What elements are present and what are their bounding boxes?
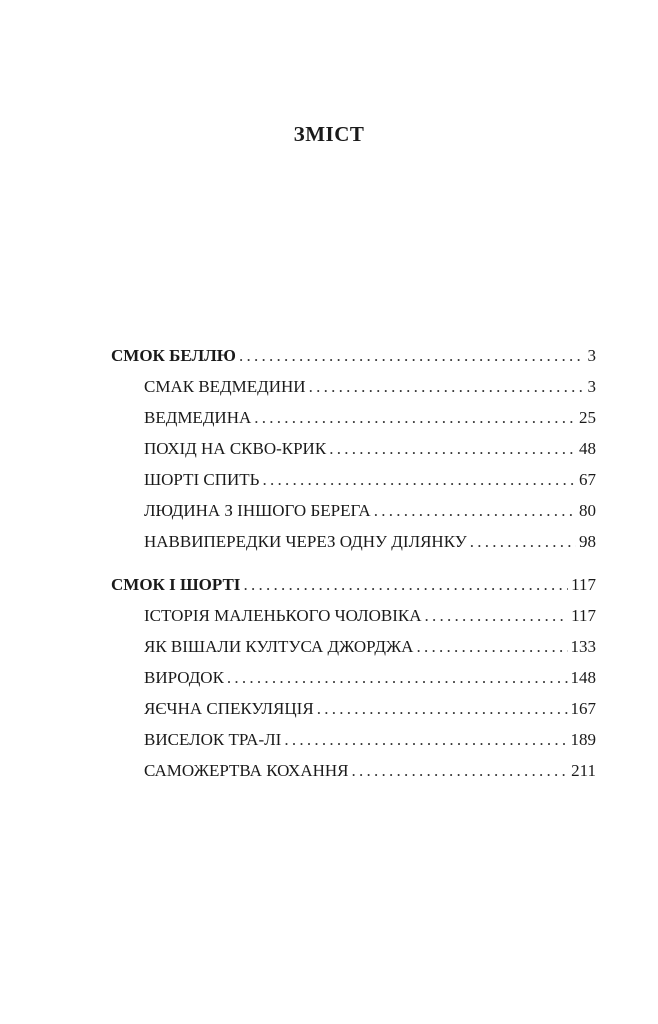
- toc-entry: [111, 526, 596, 557]
- toc-page-number: 117: [571, 606, 596, 625]
- dot-leader: [425, 600, 569, 631]
- dot-leader: [284, 724, 567, 755]
- dot-leader: [374, 495, 576, 526]
- toc-entry-label: ВЕДМЕДИНА: [144, 408, 252, 427]
- toc-page-number: 3: [587, 346, 596, 365]
- toc-entry-label: ЯК ВІШАЛИ КУЛТУСА ДЖОРДЖА: [144, 637, 414, 656]
- dot-leader: [416, 631, 567, 662]
- toc-page-number: 117: [571, 575, 596, 594]
- toc-page-number: 148: [570, 668, 596, 687]
- toc-entry: [111, 662, 596, 693]
- toc-entry-label: СМАК ВЕДМЕДИНИ: [144, 377, 306, 396]
- toc-entry-label: СМОК БЕЛЛЮ: [111, 346, 236, 365]
- toc-entry: [111, 495, 596, 526]
- toc-entry: [111, 402, 596, 433]
- toc-section-heading: [111, 340, 596, 371]
- table-of-contents: [111, 340, 596, 786]
- toc-entry: [111, 433, 596, 464]
- dot-leader: [239, 340, 585, 371]
- toc-entry: [111, 755, 596, 786]
- toc-entry: [111, 631, 596, 662]
- toc-page-number: 189: [570, 730, 596, 749]
- toc-entry-label: ІСТОРІЯ МАЛЕНЬКОГО ЧОЛОВІКА: [144, 606, 422, 625]
- toc-entry: [111, 371, 596, 402]
- dot-leader: [317, 693, 568, 724]
- toc-page-number: 48: [579, 439, 596, 458]
- toc-entry-label: ВИСЕЛОК ТРА-ЛІ: [144, 730, 282, 749]
- dot-leader: [243, 569, 568, 600]
- toc-page-number: 133: [570, 637, 596, 656]
- toc-page-number: 25: [579, 408, 596, 427]
- toc-page-number: 98: [579, 532, 596, 551]
- toc-entry: [111, 693, 596, 724]
- toc-section: [111, 340, 596, 557]
- dot-leader: [329, 433, 576, 464]
- toc-page-number: 80: [579, 501, 596, 520]
- toc-section-heading: [111, 569, 596, 600]
- dot-leader: [309, 371, 585, 402]
- toc-entry-label: САМОЖЕРТВА КОХАННЯ: [144, 761, 349, 780]
- toc-entry: [111, 724, 596, 755]
- page-title: ЗМІСТ: [293, 122, 365, 146]
- toc-entry-label: ВИРОДОК: [144, 668, 224, 687]
- dot-leader: [470, 526, 576, 557]
- toc-section: [111, 569, 596, 786]
- dot-leader: [352, 755, 569, 786]
- toc-page-number: 167: [570, 699, 596, 718]
- toc-entry: [111, 464, 596, 495]
- toc-entry: [111, 600, 596, 631]
- toc-entry-label: ЛЮДИНА З ІНШОГО БЕРЕГА: [144, 501, 371, 520]
- dot-leader: [254, 402, 576, 433]
- toc-entry-label: ПОХІД НА СКВО-КРИК: [144, 439, 327, 458]
- toc-page-number: 211: [571, 761, 596, 780]
- toc-page-number: 67: [579, 470, 596, 489]
- toc-page-number: 3: [587, 377, 596, 396]
- toc-entry-label: ЯЄЧНА СПЕКУЛЯЦІЯ: [144, 699, 314, 718]
- toc-entry-label: НАВВИПЕРЕДКИ ЧЕРЕЗ ОДНУ ДІЛЯНКУ: [144, 532, 467, 551]
- dot-leader: [262, 464, 576, 495]
- toc-entry-label: СМОК І ШОРТІ: [111, 575, 241, 594]
- toc-entry-label: ШОРТІ СПИТЬ: [144, 470, 260, 489]
- dot-leader: [227, 662, 568, 693]
